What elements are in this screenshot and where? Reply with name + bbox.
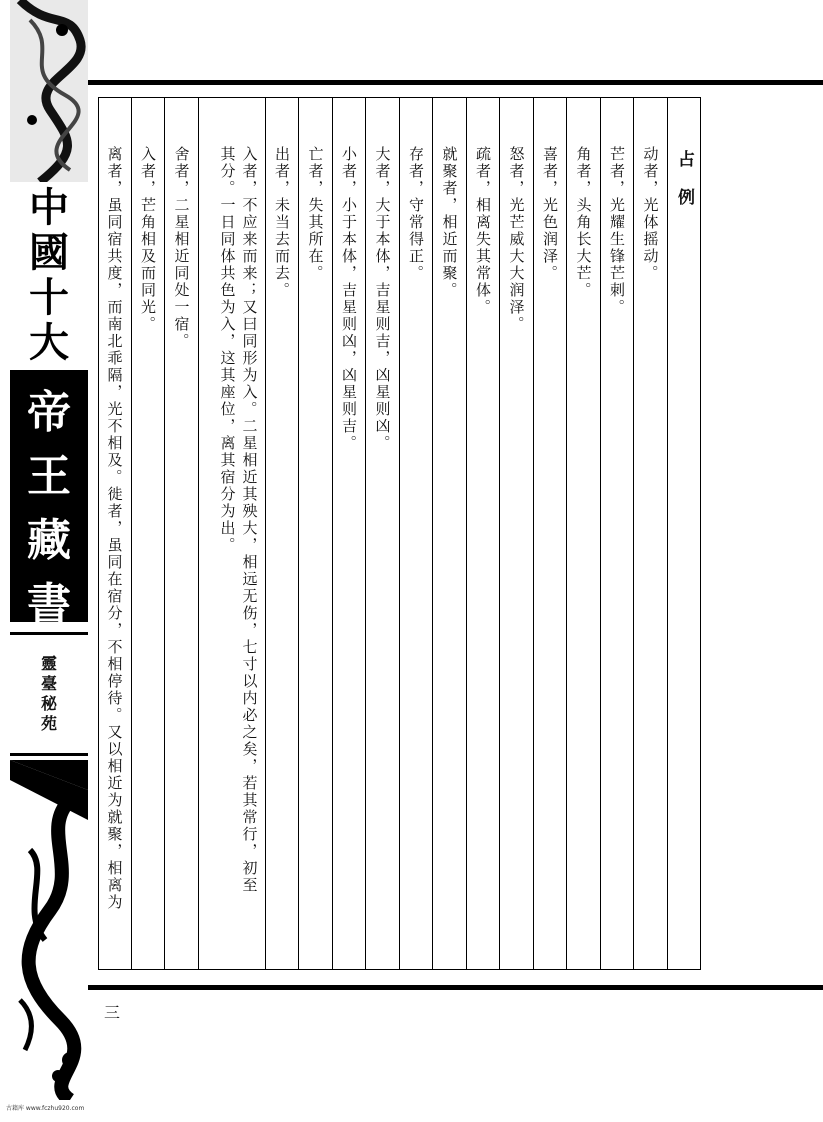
dragon-ornament-bottom [10, 760, 88, 1100]
text-column: 亡者，失其所在。 [298, 98, 332, 969]
text-column: 就聚者，相近而聚。 [432, 98, 466, 969]
series-title [10, 186, 88, 366]
site-watermark: 古籍库 www.fczhu920.com [6, 1105, 85, 1112]
series-subtitle-char: 帝 [27, 387, 71, 438]
text-column: 芒者，光耀生锋芒刺。 [600, 98, 634, 969]
book-title-char: 苑 [40, 714, 57, 733]
text-column-double [198, 98, 265, 969]
series-subtitle-calligraphy [10, 370, 88, 630]
text-line: 其分。一日同体共色为入，这其座位，离其宿分为出。 [218, 146, 237, 554]
series-title-char: 中 [29, 185, 69, 231]
text-column: 舍者，二星相近同处一宿。 [164, 98, 198, 969]
text-column: 大者，大于本体，吉星则吉，凶星则凶。 [365, 98, 399, 969]
text-column: 角者，头角长大芒。 [566, 98, 600, 969]
series-title-char: 大 [29, 320, 69, 366]
series-title-char: 國 [29, 230, 69, 276]
book-title-label [10, 632, 88, 756]
page-number: 三 [104, 1003, 121, 1022]
dragon-ornament-top [10, 0, 88, 182]
text-column: 存者，守常得正。 [399, 98, 433, 969]
text-column: 动者，光体摇动。 [633, 98, 667, 969]
text-line: 入者，不应来而来；又曰同形为入。二星相近其殃大，相远无伤，七寸以内必之矣，若其常行，初至 [240, 146, 259, 894]
text-column: 疏者，相离失其常体。 [466, 98, 500, 969]
bottom-rule [88, 985, 823, 990]
section-heading: 占 例 [667, 98, 701, 969]
text-column-table [98, 97, 701, 970]
series-subtitle-char: 王 [27, 451, 71, 502]
series-subtitle-char: 書 [27, 579, 71, 630]
book-title-char: 靈 [40, 654, 57, 673]
text-column: 怒者，光芒威大大润泽。 [499, 98, 533, 969]
text-column: 入者，芒角相及而同光。 [131, 98, 165, 969]
book-title-char: 臺 [40, 674, 57, 693]
text-column: 小者，小于本体，吉星则凶，凶星则吉。 [332, 98, 366, 969]
series-subtitle-char: 藏 [27, 515, 71, 566]
book-title-char: 秘 [40, 694, 57, 713]
top-rule [88, 80, 823, 85]
text-column: 离者，虽同宿共度，而南北乖隔，光不相及。徙者，虽同在宿分，不相停待。又以相近为就聚，相离为 [105, 146, 124, 911]
text-column: 喜者，光色润泽。 [533, 98, 567, 969]
book-spine [10, 0, 88, 1100]
text-column: 出者，未当去而去。 [265, 98, 299, 969]
series-title-char: 十 [29, 275, 69, 321]
